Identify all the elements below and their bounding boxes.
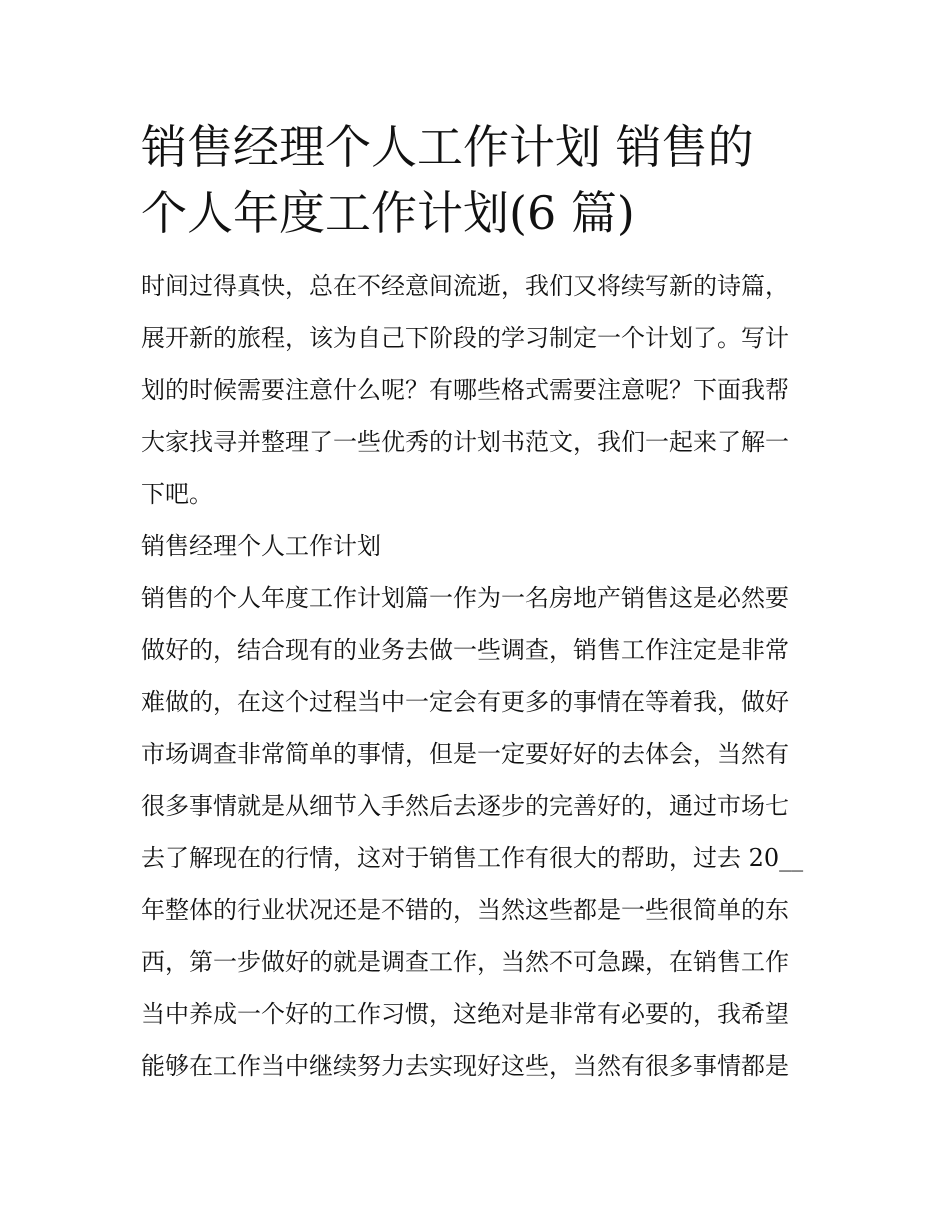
section-line: 市场调查非常简单的事情，但是一定要好好的去体会，当然有 xyxy=(141,740,789,768)
section-line: 西，第一步做好的就是调查工作，当然不可急躁，在销售工作 xyxy=(141,948,789,976)
section-line: 难做的，在这个过程当中一定会有更多的事情在等着我，做好 xyxy=(141,688,789,716)
intro-line: 划的时候需要注意什么呢？有哪些格式需要注意呢？下面我帮 xyxy=(141,376,789,404)
section-line: 能够在工作当中继续努力去实现好这些，当然有很多事情都是 xyxy=(141,1052,789,1080)
document-title xyxy=(141,114,821,246)
section-heading: 销售经理个人工作计划 xyxy=(141,532,381,560)
intro-line: 时间过得真快，总在不经意间流逝，我们又将续写新的诗篇， xyxy=(141,272,789,300)
intro-line: 展开新的旅程，该为自己下阶段的学习制定一个计划了。写计 xyxy=(141,324,789,352)
intro-line: 下吧。 xyxy=(141,480,213,508)
title-line-1: 销售经理个人工作计划 销售的 xyxy=(141,120,754,174)
section-line: 年整体的行业状况还是不错的，当然这些都是一些很简单的东 xyxy=(141,896,789,924)
title-line-2: 个人年度工作计划(6 篇) xyxy=(141,186,635,240)
section-line: 很多事情就是从细节入手然后去逐步的完善好的，通过市场七 xyxy=(141,792,789,820)
document-content xyxy=(141,114,821,1092)
section-line: 当中养成一个好的工作习惯，这绝对是非常有必要的，我希望 xyxy=(141,1000,789,1028)
section-line: 去了解现在的行情，这对于销售工作有很大的帮助，过去 20__ xyxy=(141,844,804,872)
section-line: 做好的，结合现有的业务去做一些调查，销售工作注定是非常 xyxy=(141,636,789,664)
section-paragraph xyxy=(141,572,821,1092)
intro-paragraph xyxy=(141,260,821,520)
intro-line: 大家找寻并整理了一些优秀的计划书范文，我们一起来了解一 xyxy=(141,428,789,456)
section-line: 销售的个人年度工作计划篇一作为一名房地产销售这是必然要 xyxy=(141,584,789,612)
